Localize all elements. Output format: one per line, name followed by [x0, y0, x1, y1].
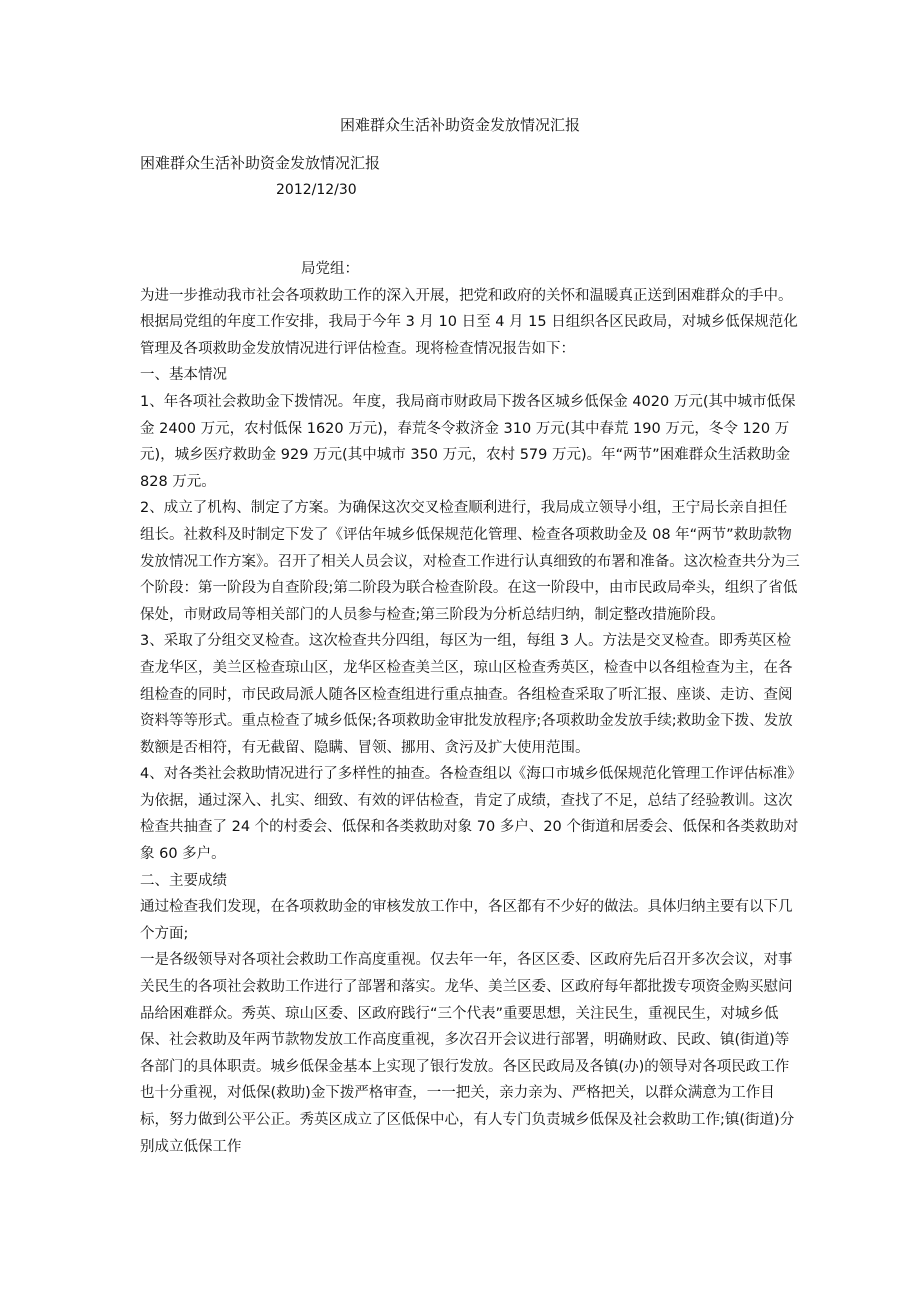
section-heading-achievements: 二、主要成绩: [140, 872, 227, 889]
paragraph-item-4: 4、对各类社会救助情况进行了多样性的抽查。各检查组以《海口市城乡低保规范化管理工作评估标准》为依据，通过深入、扎实、细致、有效的评估检查，肯定了成绩，查找了不足，总结了经验教训。这次检查共抽查了 24 个的村委会、低保和各类救助对象 70 多户、20 个街道和居委会、低保和各类救助对象 60 多户。: [140, 766, 799, 863]
paragraph-item-3: 3、采取了分组交叉检查。这次检查共分四组，每区为一组，每组 3 人。方法是交叉检查。即秀英区检查龙华区，美兰区检查琼山区，龙华区检查美兰区，琼山区检查秀英区，检查中以各组检查为主，在各组检查的同时，市民政局派人随各区检查组进行重点抽查。各组检查采取了听汇报、座谈、走访、查阅资料等等形式。重点检查了城乡低保;各项救助金审批发放程序;各项救助金发放手续;救助金下拨、发放数额是否相符，有无截留、隐瞒、冒领、挪用、贪污及扩大使用范围。: [140, 633, 793, 756]
paragraph-item-1: 1、年各项社会救助金下拨情况。年度，我局商市财政局下拨各区城乡低保金 4020 万元(其中城市低保金 2400 万元，农村低保 1620 万元)，春荒冬令救济金 310 万元(其中春荒 190 万元，冬令 120 万元)，城乡医疗救助金 929 万元(其中城市 350 万元，农村 579 万元)。年“两节”困难群众生活救助金 828 万元。: [140, 393, 796, 490]
document-title: 困难群众生活补助资金发放情况汇报: [339, 116, 580, 134]
paragraph-item-2: 2、成立了机构、制定了方案。为确保这次交叉检查顺利进行，我局成立领导小组，王宁局长亲自担任组长。社救科及时制定下发了《评估年城乡低保规范化管理、检查各项救助金及 08 年“两节”救助款物发放情况工作方案》。召开了相关人员会议，对检查工作进行认真细致的布署和准备。这次检查共分为三个阶段：第一阶段为自查阶段;第二阶段为联合检查阶段。在这一阶段中，由市民政局牵头，组织了省低保处，市财政局等相关部门的人员参与检查;第三阶段为分析总结归纳，制定整改措施阶段。: [140, 500, 800, 623]
section-heading-basic: 一、基本情况: [140, 367, 227, 384]
document-subtitle: 困难群众生活补助资金发放情况汇报: [140, 154, 381, 172]
paragraph-achievement-1: 一是各级领导对各项社会救助工作高度重视。仅去年一年，各区区委、区政府先后召开多次会议，对事关民生的各项社会救助工作进行了部署和落实。龙华、美兰区委、区政府每年都批拨专项资金购买慰问品给困难群众。秀英、琼山区委、区政府践行“三个代表”重要思想，关注民生，重视民生，对城乡低保、社会救助及年两节款物发放工作高度重视，多次召开会议进行部署，明确财政、民政、镇(街道)等各部门的具体职责。城乡低保金基本上实现了银行发放。各区民政局及各镇(办)的领导对各项民政工作也十分重视，对低保(救助)金下拨严格审查，一一把关，亲力亲为、严格把关，以群众满意为工作目标，努力做到公平公正。秀英区成立了区低保中心，有人专门负责城乡低保及社会救助工作;镇(街道)分别成立低保工作: [140, 952, 795, 1155]
salutation: 局党组：: [301, 261, 359, 277]
document-date: 2012/12/30: [276, 182, 357, 198]
paragraph-achievements-intro: 通过检查我们发现，在各项救助金的审核发放工作中，各区都有不少好的做法。具体归纳主要有以下几个方面;: [140, 899, 793, 942]
document-body: [140, 256, 800, 1160]
paragraph-intro: 为进一步推动我市社会各项救助工作的深入开展，把党和政府的关怀和温暖真正送到困难群众的手中。根据局党组的年度工作安排，我局于今年 3 月 10 日至 4 月 15 日组织各区民政局，对城乡低保规范化管理及各项救助金发放情况进行评估检查。现将检查情况报告如下：: [140, 287, 798, 357]
